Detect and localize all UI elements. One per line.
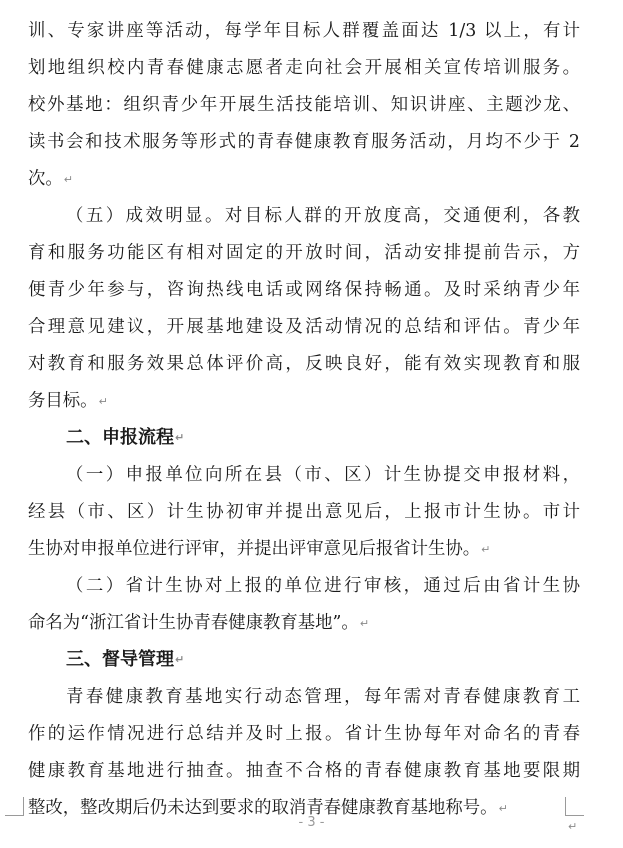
text-line bbox=[28, 534, 580, 564]
text-line: 经县（市、区）计生协初审并提出意见后，上报市计生协。市计 bbox=[28, 502, 580, 522]
heading-text: 二、申报流程 bbox=[66, 427, 174, 448]
text-span: 次。 bbox=[28, 169, 63, 189]
paragraph-mark-icon: ↵ bbox=[63, 172, 74, 186]
text-line: 育和服务功能区有相对固定的开放时间，活动安排提前告示，方 bbox=[28, 243, 580, 263]
text-span: 命名为“浙江省计生协青春健康教育基地”。 bbox=[28, 613, 359, 633]
section-heading bbox=[66, 423, 184, 453]
margin-corner-mark bbox=[565, 797, 584, 816]
paragraph-mark-icon: ↵ bbox=[481, 542, 491, 556]
paragraph-mark-icon: ↵ bbox=[568, 820, 578, 833]
paragraph-mark-icon: ↵ bbox=[175, 653, 185, 666]
text-line: 健康教育基地进行抽查。抽查不合格的青春健康教育基地要限期 bbox=[28, 761, 580, 781]
text-line: 便青少年参与，咨询热线电话或网络保持畅通。及时采纳青少年 bbox=[28, 280, 580, 300]
text-line: 校外基地：组织青少年开展生活技能培训、知识讲座、主题沙龙、 bbox=[28, 95, 580, 115]
text-line: 训、专家讲座等活动，每学年目标人群覆盖面达 1/3 以上，有计 bbox=[28, 21, 580, 41]
text-line: 对教育和服务效果总体评价高，反映良好，能有效实现教育和服 bbox=[28, 354, 580, 374]
paragraph-mark-icon: ↵ bbox=[359, 616, 370, 630]
text-line: 作的运作情况进行总结并及时上报。省计生协每年对命名的青春 bbox=[28, 724, 580, 744]
page-number: - 3 - bbox=[298, 815, 325, 830]
heading-text: 三、督导管理 bbox=[66, 649, 174, 670]
text-line: 青春健康教育基地实行动态管理，每年需对青春健康教育工 bbox=[66, 687, 580, 707]
text-line: 合理意见建议，开展基地建设及活动情况的总结和评估。青少年 bbox=[28, 317, 580, 337]
paragraph-mark-icon: ↵ bbox=[98, 394, 108, 408]
paragraph-mark-icon: ↵ bbox=[175, 431, 185, 444]
text-line: 划地组织校内青春健康志愿者走向社会开展相关宣传培训服务。 bbox=[28, 58, 580, 78]
text-line: （五）成效明显。对目标人群的开放度高，交通便利，各教 bbox=[66, 206, 580, 226]
text-line bbox=[28, 386, 580, 416]
text-line: （一）申报单位向所在县（市、区）计生协提交申报材料， bbox=[66, 465, 580, 485]
text-line bbox=[28, 164, 580, 194]
section-heading bbox=[66, 645, 184, 675]
paragraph-mark-icon: ↵ bbox=[498, 801, 508, 815]
text-line: （二）省计生协对上报的单位进行审核，通过后由省计生协 bbox=[66, 576, 580, 596]
text-line: 读书会和技术服务等形式的青春健康教育服务活动，月均不少于 2 bbox=[28, 132, 580, 152]
margin-corner-mark bbox=[5, 797, 24, 816]
text-span: 整改，整改期后仍未达到要求的取消青春健康教育基地称号。 bbox=[28, 798, 498, 818]
text-span: 务目标。 bbox=[28, 391, 98, 411]
text-line bbox=[28, 608, 580, 638]
text-span: 生协对申报单位进行评审，并提出评审意见后报省计生协。 bbox=[28, 539, 481, 559]
